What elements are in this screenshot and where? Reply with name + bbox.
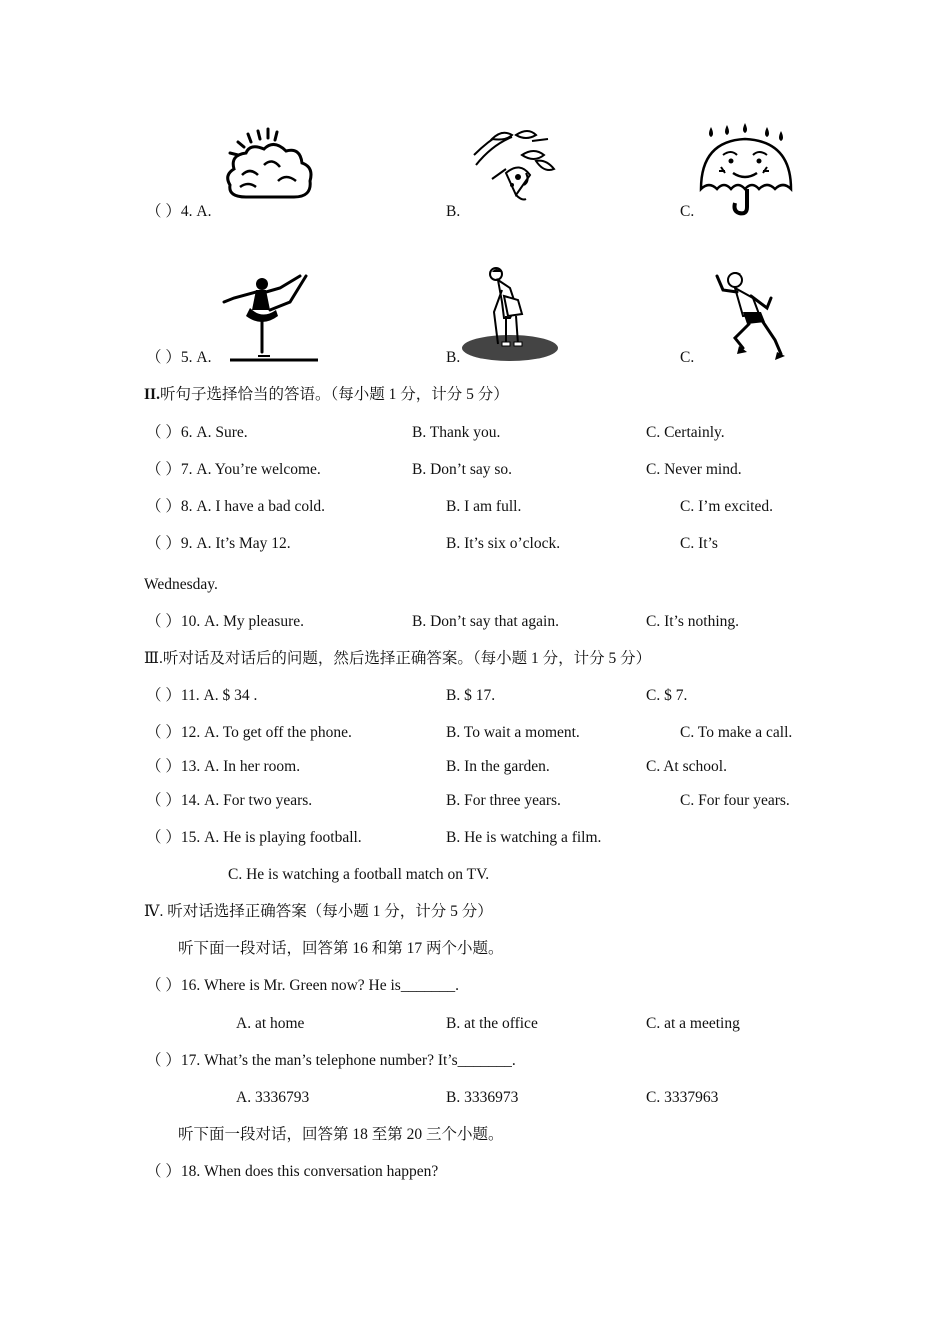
section-4-intro-1: 听下面一段对话，回答第 16 和第 17 两个小题。 (178, 940, 504, 957)
q14-option-a: （ ）14. A. For two years. (146, 792, 313, 809)
q12-option-a: （ ）12. A. To get off the phone. (146, 724, 352, 741)
q16-option-a: A. at home (236, 1015, 305, 1032)
ice-skater-icon (220, 268, 322, 364)
q12-option-b: B. To wait a moment. (446, 724, 580, 741)
q6-option-b: B. Thank you. (412, 424, 501, 441)
q5-option-b-label: B. (446, 349, 461, 366)
q7-option-c: C. Never mind. (646, 461, 742, 478)
q8-option-c: C. I’m excited. (680, 498, 773, 515)
q12-option-c: C. To make a call. (680, 724, 793, 741)
section-2-numeral: II. (144, 386, 160, 403)
q9-option-c-continued: Wednesday. (144, 576, 218, 593)
q14-option-b: B. For three years. (446, 792, 561, 809)
q16-option-c: C. at a meeting (646, 1015, 740, 1032)
q4-prefix: （ ）4. A. (146, 203, 212, 220)
section-2-heading-text: 听句子选择恰当的答语。（每小题 1 分，计分 5 分） (159, 386, 509, 403)
q15-option-a: （ ）15. A. He is playing football. (146, 829, 362, 846)
q9-option-c: C. It’s (680, 535, 718, 552)
q16-stem: （ ）16. Where is Mr. Green now? He is_______. (146, 977, 459, 994)
q5-option-c-label: C. (680, 349, 695, 366)
q9-option-a: （ ）9. A. It’s May 12. (146, 535, 291, 552)
q4-option-b-label: B. (446, 203, 461, 220)
q10-option-c: C. It’s nothing. (646, 613, 740, 630)
q15-option-c: C. He is watching a football match on TV. (228, 866, 490, 883)
q6-option-c: C. Certainly. (646, 424, 725, 441)
q17-option-a: A. 3336793 (236, 1089, 310, 1106)
golfer-icon (458, 266, 560, 366)
section-4-heading: Ⅳ. 听对话选择正确答案（每小题 1 分，计分 5 分） (144, 903, 493, 920)
sun-cloud-icon (220, 125, 316, 205)
q7-option-b: B. Don’t say so. (412, 461, 513, 478)
q13-option-a: （ ）13. A. In her room. (146, 758, 301, 775)
q8-option-a: （ ）8. A. I have a bad cold. (146, 498, 326, 515)
section-4-intro-2: 听下面一段对话，回答第 18 至第 20 三个小题。 (178, 1126, 504, 1143)
q17-option-c: C. 3337963 (646, 1089, 719, 1106)
rain-umbrella-face-icon (697, 123, 795, 219)
q8-option-b: B. I am full. (446, 498, 522, 515)
q15-option-b: B. He is watching a film. (446, 829, 602, 846)
q10-option-b: B. Don’t say that again. (412, 613, 559, 630)
q18-stem: （ ）18. When does this conversation happen? (146, 1163, 439, 1180)
runner-icon (713, 268, 789, 364)
q6-option-a: （ ）6. A. Sure. (146, 424, 248, 441)
q11-option-b: B. $ 17. (446, 687, 496, 704)
q13-option-b: B. In the garden. (446, 758, 550, 775)
q9-option-b: B. It’s six o’clock. (446, 535, 561, 552)
q17-stem: （ ）17. What’s the man’s telephone number? It’s_______. (146, 1052, 516, 1069)
q13-option-c: C. At school. (646, 758, 727, 775)
q11-option-a: （ ）11. A. $ 34 . (146, 687, 258, 704)
q10-option-a: （ ）10. A. My pleasure. (146, 613, 304, 630)
section-3-heading: Ⅲ.听对话及对话后的问题，然后选择正确答案。（每小题 1 分，计分 5 分） (144, 650, 652, 667)
q17-option-b: B. 3336973 (446, 1089, 519, 1106)
wind-leaves-umbrella-icon (472, 125, 558, 207)
q7-option-a: （ ）7. A. You’re welcome. (146, 461, 321, 478)
q11-option-c: C. $ 7. (646, 687, 688, 704)
q16-option-b: B. at the office (446, 1015, 538, 1032)
q5-prefix: （ ）5. A. (146, 349, 212, 366)
section-2-heading (144, 386, 509, 404)
q4-option-c-label: C. (680, 203, 695, 220)
q14-option-c: C. For four years. (680, 792, 790, 809)
